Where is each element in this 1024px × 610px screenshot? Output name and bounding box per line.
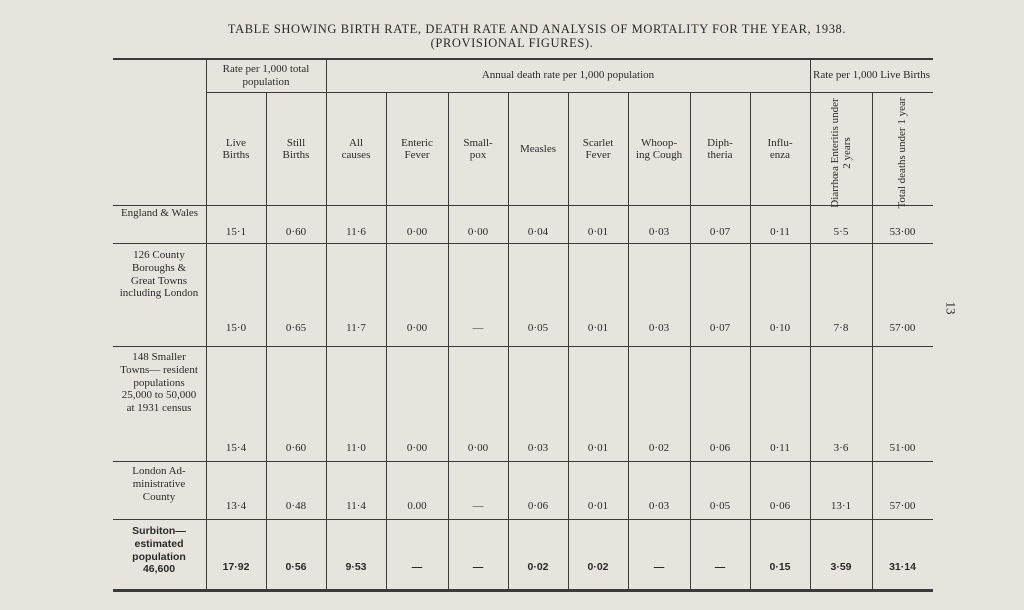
row-label-county-boroughs: 126 County Boroughs & Great Towns including London: [119, 249, 199, 300]
table-cell: 0·06: [709, 442, 731, 454]
table-cell: 57·00: [889, 322, 916, 334]
table-cell: 0·01: [587, 500, 609, 512]
table-cell: 53·00: [889, 226, 916, 238]
table-cell: 0·06: [769, 500, 791, 512]
title-line-1: TABLE SHOWING BIRTH RATE, DEATH RATE AND ANALYSIS OF MORTALITY FOR THE YEAR, 1938.: [227, 22, 847, 36]
table-cell: 0.00: [407, 500, 427, 512]
table-cell: 0·03: [527, 442, 549, 454]
table-cell: 0·02: [648, 442, 670, 454]
page-number: 13: [943, 301, 959, 315]
row-label-london-county: London Ad- ministrative County: [132, 465, 186, 503]
table-cell: 7·8: [833, 322, 849, 334]
table-title: [0, 22, 1024, 50]
table-cell: 0·07: [709, 226, 731, 238]
mortality-table: [113, 58, 933, 592]
table-cell: 0·00: [406, 322, 428, 334]
table-cell: 3·59: [830, 561, 852, 573]
table-cell: 11·0: [346, 442, 366, 454]
table-cell: 0·01: [587, 442, 609, 454]
table-cell: —: [411, 561, 423, 573]
table-cell: —: [472, 561, 484, 573]
table-cell: 13·1: [830, 500, 852, 512]
table-cell: 0·56: [285, 561, 307, 573]
group-header-population: Rate per 1,000 total population: [222, 63, 310, 88]
table-cell: 31·14: [889, 561, 916, 573]
col-rule: [266, 93, 267, 589]
table-cell: 3·6: [833, 442, 849, 454]
col-header-influenza: Influ- enza: [767, 136, 793, 161]
col-rule: [448, 93, 449, 589]
col-header-scarlet-fever: Scarlet Fever: [582, 136, 614, 161]
table-cell: 0·05: [709, 500, 731, 512]
table-cell: 11·7: [346, 322, 366, 334]
col-header-live-births: Live Births: [222, 136, 250, 161]
table-cell: 0·00: [467, 442, 489, 454]
table-cell: 15·0: [225, 322, 247, 334]
group-header-live-births: Rate per 1,000 Live Births: [812, 69, 930, 82]
col-header-all-causes: All causes: [341, 136, 371, 161]
table-cell: 0·03: [648, 500, 670, 512]
table-cell: 0·60: [285, 442, 307, 454]
table-cell: 11·6: [346, 226, 366, 238]
table-cell: 0·11: [770, 442, 790, 454]
table-cell: 0·02: [527, 561, 549, 573]
col-rule: [628, 93, 629, 589]
table-cell: —: [653, 561, 665, 573]
table-cell: 15·4: [225, 442, 247, 454]
table-cell: 0·10: [769, 322, 791, 334]
table-cell: 0·04: [527, 226, 549, 238]
table-cell: 0·60: [285, 226, 307, 238]
group-header-death-rate: Annual death rate per 1,000 population: [481, 69, 655, 82]
table-cell: —: [472, 322, 484, 334]
table-cell: 0·48: [285, 500, 307, 512]
table-cell: 17·92: [222, 561, 250, 573]
table-cell: —: [714, 561, 726, 573]
table-cell: 0·00: [406, 442, 428, 454]
col-rule: [568, 93, 569, 589]
table-cell: 0·01: [587, 226, 609, 238]
col-rule: [386, 93, 387, 589]
table-cell: 57·00: [889, 500, 916, 512]
bottom-rule: [113, 589, 933, 592]
table-cell: 0·02: [587, 561, 609, 573]
col-header-diarrhoea: Diarrhœa Enteritis under 2 years: [828, 98, 853, 208]
table-cell: 5·5: [833, 226, 849, 238]
table-cell: 0·05: [527, 322, 549, 334]
table-cell: 0·01: [587, 322, 609, 334]
title-line-2: (PROVISIONAL FIGURES).: [430, 36, 594, 50]
table-cell: 0·65: [285, 322, 307, 334]
row-label-surbiton: Surbiton— estimated population 46,600: [132, 525, 186, 576]
table-cell: 0·03: [648, 322, 670, 334]
table-cell: 15·1: [225, 226, 247, 238]
col-rule: [750, 93, 751, 589]
table-cell: 0·06: [527, 500, 549, 512]
col-header-diphtheria: Diph- theria: [707, 136, 733, 161]
table-cell: 0·07: [709, 322, 731, 334]
table-cell: 0·03: [648, 226, 670, 238]
table-cell: 11·4: [346, 500, 366, 512]
col-header-infant-deaths: Total deaths under 1 year: [895, 97, 908, 209]
col-rule: [872, 93, 873, 589]
row-label-smaller-towns: 148 Smaller Towns— resident populations 25,000 to 50,000 at 1931 census: [120, 351, 198, 415]
table-cell: —: [472, 500, 484, 512]
table-cell: 13·4: [225, 500, 247, 512]
table-cell: 0·00: [406, 226, 428, 238]
col-header-enteric-fever: Enteric Fever: [401, 136, 433, 161]
col-rule: [690, 93, 691, 589]
col-header-still-births: Still Births: [282, 136, 310, 161]
col-header-smallpox: Small- pox: [463, 136, 493, 161]
col-header-measles: Measles: [519, 142, 557, 155]
row-label-england-wales: England & Wales: [120, 207, 199, 219]
table-cell: 0·00: [467, 226, 489, 238]
col-header-whooping-cough: Whoop- ing Cough: [635, 136, 683, 161]
table-cell: 51·00: [889, 442, 916, 454]
table-cell: 0·15: [769, 561, 791, 573]
table-cell: 0·11: [770, 226, 790, 238]
table-cell: 9·53: [345, 561, 367, 573]
